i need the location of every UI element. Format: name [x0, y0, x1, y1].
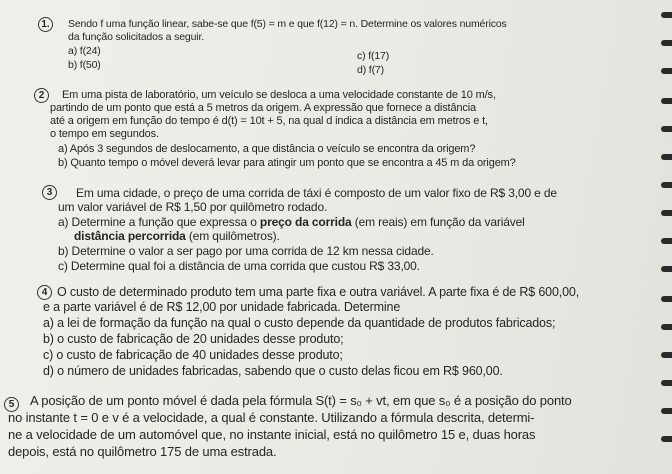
q5-line-2: no instante t = 0 e v é a velocidade, a qual é constante. Utilizando a fórmula descrita, determi- — [8, 410, 535, 425]
q1-item-b: b) f(50) — [68, 59, 101, 71]
q4-item-c: c) o custo de fabricação de 40 unidades desse produto; — [43, 348, 343, 362]
q2-line-2: partindo de um ponto que está a 5 metros da origem. A expressão que fornece a distância — [50, 102, 477, 114]
q4-item-b: b) o custo de fabricação de 20 unidades desse produto; — [43, 332, 344, 346]
q5-line-1: A posição de um ponto móvel é dada pela fórmula S(t) = s₀ + vt, em que s₀ é a posição do ponto — [30, 393, 572, 408]
q2-line-4: o tempo em segundos. — [50, 128, 159, 140]
q3-line-2: um valor variável de R$ 1,50 por quilômetro rodado. — [58, 200, 328, 214]
q1-intro-2: da função solicitados a seguir. — [68, 31, 205, 43]
q2-line-3: até a origem em função do tempo é d(t) = 10t + 5, na qual d indica a distância em metros e t, — [50, 115, 488, 127]
q3-item-a-text-1: a) Determine a função que expressa o — [58, 215, 260, 229]
q1-item-a: a) f(24) — [68, 45, 101, 57]
q2-line-1: Em uma pista de laboratório, um veículo se desloca a uma velocidade constante de 10 m/s, — [62, 89, 496, 101]
question-number-2: 2 — [34, 88, 49, 103]
q4-item-d: d) o número de unidades fabricadas, sabendo que o custo delas ficou em R$ 960,00. — [43, 364, 503, 378]
q3-item-b: b) Determine o valor a ser pago por uma corrida de 12 km nessa cidade. — [58, 244, 434, 258]
question-number-5: 5 — [4, 397, 19, 412]
q1-item-c: c) f(17) — [357, 50, 390, 62]
q1-item-d: d) f(7) — [357, 64, 384, 76]
q3-item-a-text-2: (em reais) em função da variável — [351, 215, 525, 229]
q3-item-c: c) Determine qual foi a distância de uma corrida que custou R$ 33,00. — [58, 259, 420, 273]
q2-item-b: b) Quanto tempo o móvel deverá levar para atingir um ponto que se encontra a 45 m da origem? — [58, 157, 516, 169]
q1-intro: Sendo f uma função linear, sabe-se que f(5) = m e que f(12) = n. Determine os valores numéricos — [68, 18, 507, 30]
question-number-3: 3 — [42, 185, 57, 200]
q3-item-a-text-3: (em quilômetros). — [185, 229, 280, 243]
q4-item-a: a) a lei de formação da função na qual o custo depende da quantidade de produtos fabricados; — [43, 316, 556, 330]
q4-line-2: e a parte variável é de R$ 12,00 por unidade fabricada. Determine — [43, 300, 401, 314]
q3-line-1: Em uma cidade, o preço de uma corrida de táxi é composto de um valor fixo de R$ 3,00 e de — [76, 186, 557, 200]
question-number-4: 4 — [37, 285, 52, 300]
q3-item-a — [58, 215, 525, 229]
q5-line-4: depois, está no quilômetro 175 de uma estrada. — [8, 444, 277, 459]
q3-item-a-bold-1: preço da corrida — [259, 215, 352, 229]
q3-item-a-bold-2: distância percorrida — [74, 229, 186, 243]
q4-line-1: O custo de determinado produto tem uma parte fixa e outra variável. A parte fixa é de R$ 600,00, — [57, 285, 580, 299]
q5-line-3: ne a velocidade de um automóvel que, no instante inicial, está no quilômetro 15 e, duas horas — [8, 427, 536, 442]
spiral-binding — [658, 0, 672, 474]
question-number-1: 1. — [38, 17, 53, 32]
q2-item-a: a) Após 3 segundos de deslocamento, a que distância o veículo se encontra da origem? — [58, 143, 476, 155]
q3-item-a-cont — [74, 229, 280, 243]
